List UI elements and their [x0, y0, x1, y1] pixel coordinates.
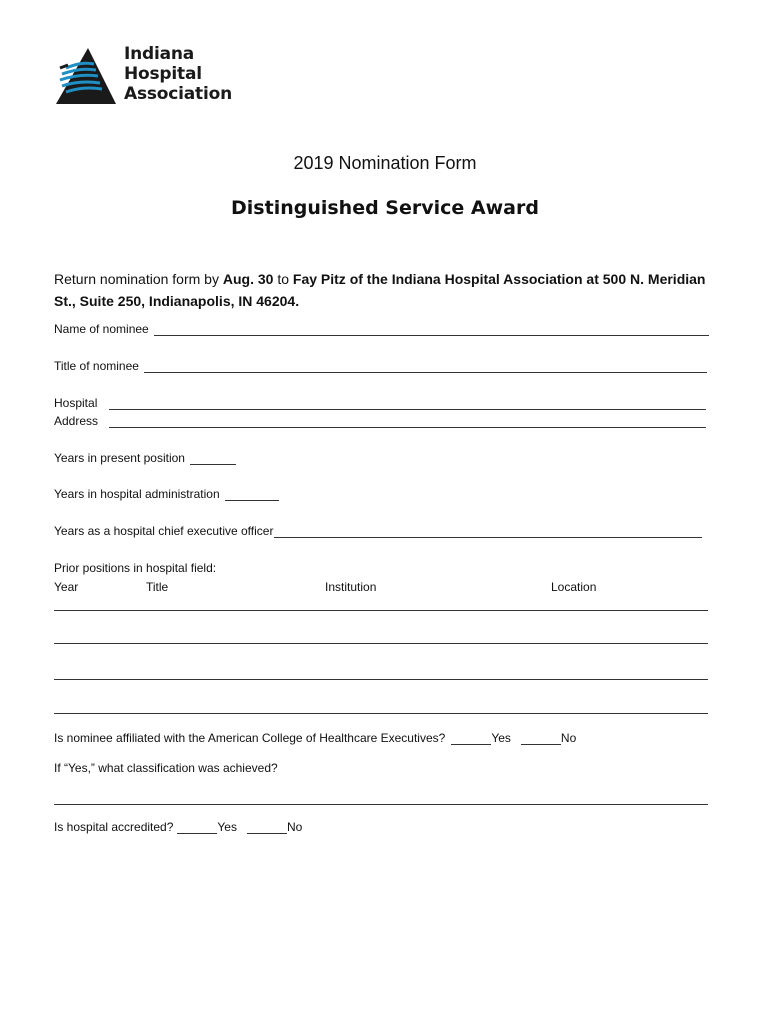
classification-line[interactable]	[54, 804, 708, 805]
name-label: Name of nominee	[54, 322, 149, 336]
logo-line-1: Indiana	[124, 44, 195, 64]
logo-line-2: Hospital	[124, 64, 202, 84]
ache-yes-label: Yes	[491, 731, 511, 745]
title-label: Title of nominee	[54, 359, 139, 373]
award-title: Distinguished Service Award	[231, 197, 539, 219]
classification-label: If “Yes,” what classification was achieved?	[54, 761, 278, 775]
prior-position-line-1[interactable]	[54, 610, 708, 611]
hospital-field[interactable]	[109, 397, 706, 410]
years-admin-row	[54, 487, 279, 501]
years-position-field[interactable]	[190, 452, 236, 465]
intro-paragraph	[54, 268, 724, 312]
years-ceo-row	[54, 524, 702, 538]
logo-wordmark	[124, 44, 232, 104]
accredited-no-blank[interactable]	[247, 821, 287, 834]
address-row	[54, 414, 706, 428]
name-field[interactable]	[154, 323, 709, 336]
ache-question-row	[54, 731, 576, 745]
intro-text-1: Return nomination form by	[54, 271, 223, 287]
years-ceo-label: Years as a hospital chief executive officer	[54, 524, 274, 538]
prior-position-line-4[interactable]	[54, 713, 708, 714]
years-position-label: Years in present position	[54, 451, 185, 465]
name-row	[54, 322, 709, 336]
column-location: Location	[551, 580, 597, 594]
address-label: Address	[54, 414, 99, 428]
title-row	[54, 359, 707, 373]
accredited-row	[54, 820, 302, 834]
prior-position-line-3[interactable]	[54, 679, 708, 680]
column-title: Title	[146, 580, 169, 594]
iha-logo	[54, 44, 244, 108]
prior-position-line-2[interactable]	[54, 643, 708, 644]
prior-positions-label: Prior positions in hospital field:	[54, 561, 217, 575]
ache-question-label: Is nominee affiliated with the American College of Healthcare Executives?	[54, 731, 446, 745]
ache-no-label: No	[560, 731, 577, 745]
form-title: 2019 Nomination Form	[293, 153, 477, 173]
ache-no-blank[interactable]	[521, 732, 561, 745]
years-admin-field[interactable]	[225, 488, 279, 501]
accredited-yes-label: Yes	[217, 820, 237, 834]
hospital-row	[54, 396, 706, 410]
accredited-label: Is hospital accredited?	[54, 820, 174, 834]
accredited-yes-blank[interactable]	[177, 821, 217, 834]
column-institution: Institution	[325, 580, 377, 594]
intro-text-2: to	[273, 271, 293, 287]
address-field[interactable]	[109, 415, 706, 428]
intro-deadline: Aug. 30	[222, 271, 274, 287]
ache-yes-blank[interactable]	[451, 732, 491, 745]
title-field[interactable]	[144, 360, 707, 373]
prior-positions-heading	[54, 561, 216, 575]
intro-recipient: Fay Pitz of the Indiana Hospital Association at 500 N. Meridian St., Suite 250, Indianapolis, IN 46204.	[54, 271, 706, 309]
column-year: Year	[54, 580, 79, 594]
years-admin-label: Years in hospital administration	[54, 487, 220, 501]
accredited-no-label: No	[286, 820, 303, 834]
iha-logo-icon	[54, 46, 120, 106]
years-ceo-field[interactable]	[274, 525, 702, 538]
hospital-label: Hospital	[54, 396, 98, 410]
logo-line-3: Association	[124, 84, 232, 104]
classification-row	[54, 761, 278, 775]
years-position-row	[54, 451, 236, 465]
